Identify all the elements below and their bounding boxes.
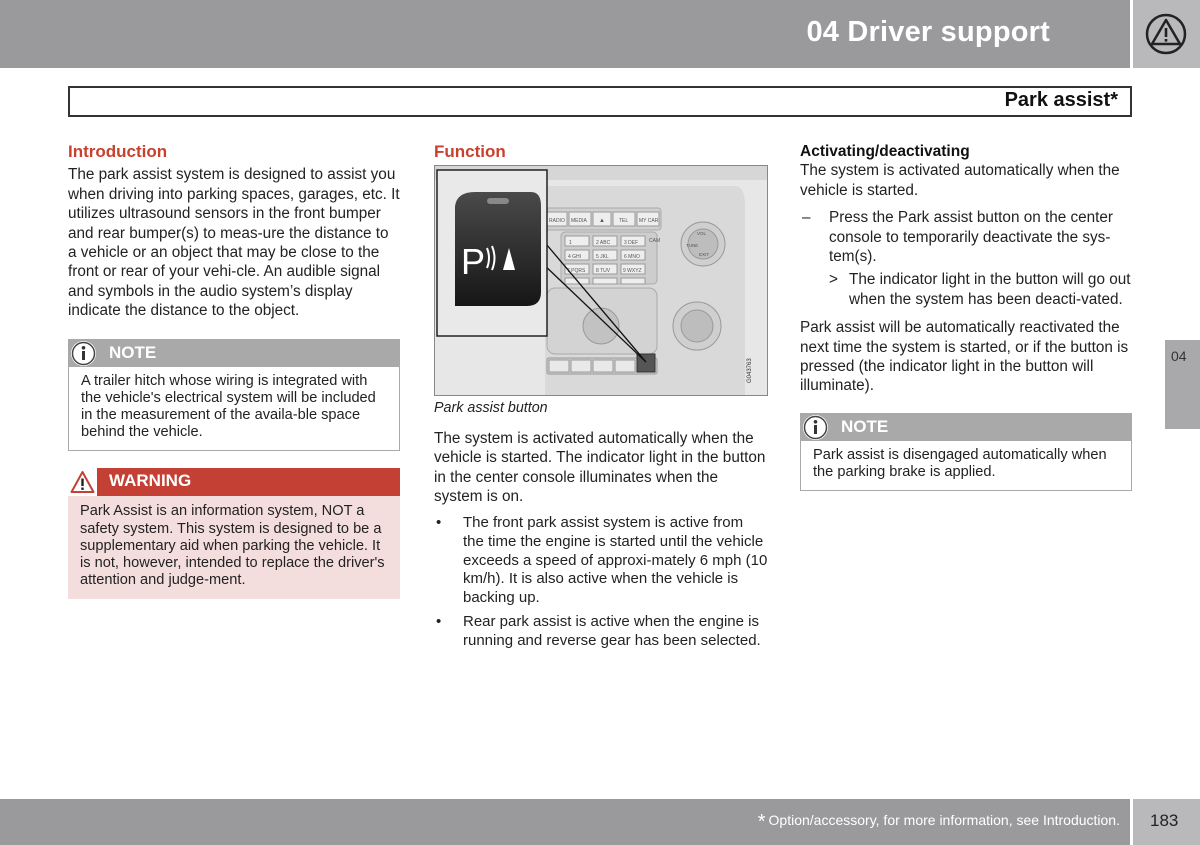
chapter-title: 04 Driver support <box>806 16 1050 48</box>
key-9: 9 WXYZ <box>623 268 642 275</box>
list-item <box>434 514 768 607</box>
note-box-parking-brake <box>800 413 1132 491</box>
footer-note <box>758 811 1120 834</box>
warning-triangle-icon <box>68 468 97 496</box>
park-assist-button-closeup <box>437 170 547 336</box>
radio-key-label: RADIO <box>549 218 565 225</box>
console-keypad <box>561 232 657 284</box>
key-4: 4 GHI <box>568 254 582 261</box>
cam-label: CAM <box>649 238 661 245</box>
footer-text: Option/accessory, for more information, see Introduction. <box>768 812 1120 828</box>
result-arrow-symbol: > <box>829 271 838 289</box>
vol-label: VOL <box>697 231 707 237</box>
column-function <box>434 142 768 657</box>
media-key-label: MEDIA <box>571 218 587 225</box>
function-paragraph: The system is activated automatically when the vehicle is started. The indicator light in the button in the center console illuminates when the system is on. <box>434 429 766 506</box>
result-text: The indicator light in the button will go out when the system has been deacti-vated. <box>849 271 1131 308</box>
column-introduction <box>68 142 400 599</box>
header-icon-box <box>1133 0 1200 68</box>
exit-label: EXIT <box>699 252 710 258</box>
note-label: NOTE <box>109 342 157 362</box>
mycar-key-label: MY CAR <box>639 218 659 225</box>
list-item <box>800 270 1132 309</box>
page-number: 183 <box>1150 811 1179 830</box>
key-2: 2 ABC <box>596 240 611 247</box>
list-item <box>434 613 768 650</box>
warning-header <box>68 468 400 496</box>
warning-triangle-icon <box>1145 13 1187 55</box>
key-7: 7 PQRS <box>567 268 586 275</box>
warning-text: Park Assist is an information system, NOT a safety system. This system is designed to be a supplementary aid when parking the vehicle. It is not, however, intended to replace the driver's attention and judge-ment. <box>80 503 385 589</box>
bullet-symbol: • <box>436 514 442 532</box>
footer-star: * <box>757 811 766 833</box>
column-activating <box>800 142 1132 491</box>
note-text: Park assist is disengaged automatically when the parking brake is applied. <box>813 446 1107 481</box>
info-icon <box>71 341 96 366</box>
tel-key-label: TEL <box>619 218 629 225</box>
activating-paragraph-2: Park assist will be automatically reactivated the next time the system is started, or if the button is pressed (the indicator light in the button will illuminate). <box>800 319 1129 395</box>
list-item <box>800 208 1132 266</box>
note-header <box>801 414 1131 441</box>
note-box-trailer <box>68 339 400 452</box>
key-6: 6 MNO <box>624 254 640 261</box>
climate-control-panel <box>547 288 657 374</box>
heading-introduction: Introduction <box>68 142 168 161</box>
key-3: 3 DEF <box>624 240 639 247</box>
note-text: A trailer hitch whose wiring is integrated with the vehicle's electrical system will be included in the measurement of the availa-ble space behind the vehicle. <box>81 372 376 441</box>
center-console-illustration <box>435 166 767 395</box>
activating-paragraph-1: The system is activated automatically when the vehicle is started. <box>800 162 1120 199</box>
bullet-symbol: • <box>436 613 442 631</box>
park-assist-button-label: P <box>461 241 486 283</box>
key-1: 1 <box>569 240 572 247</box>
footer-bar <box>0 799 1130 845</box>
key-8: 8 TUV <box>596 268 611 275</box>
heading-activating: Activating/deactivating <box>800 143 970 160</box>
bullet-text-rear: Rear park assist is active when the engine is running and reverse gear has been selected. <box>463 613 761 649</box>
console-small-buttons <box>547 212 659 226</box>
side-tab-label: 04 <box>1171 348 1187 364</box>
intro-paragraph: The park assist system is designed to assist you when driving into parking spaces, garages, etc. It utilizes ultrasound sensors in the front bumper and rear bumper(s) to meas-ure the distance to a vehicle or an object that may be close to the front or rear of your vehi-cle. An audible signal and symbols in the audio system’s display indicate the distance to the object. <box>68 166 400 320</box>
key-5: 5 JKL <box>596 254 609 261</box>
chapter-side-tab[interactable] <box>1165 340 1200 429</box>
info-icon <box>803 415 828 440</box>
function-bullets <box>434 514 768 650</box>
dash-symbol: – <box>802 209 811 227</box>
section-title-box <box>68 86 1132 117</box>
figure-code: G043763 <box>747 358 753 384</box>
warning-label: WARNING <box>109 471 192 491</box>
up-key-label: ▲ <box>599 218 605 225</box>
figure-caption: Park assist button <box>434 400 548 417</box>
note-label: NOTE <box>841 416 889 436</box>
warning-box <box>68 468 400 599</box>
note-header <box>69 340 399 367</box>
page-number-box <box>1133 799 1200 845</box>
section-title: Park assist* <box>1004 89 1118 111</box>
park-assist-button-figure <box>434 165 768 396</box>
heading-function: Function <box>434 142 506 161</box>
tune-label: TUNE <box>686 243 699 249</box>
header-bar <box>0 0 1130 68</box>
dash-item-text: Press the Park assist button on the center console to temporarily deactivate the sys-tem(s). <box>829 209 1113 266</box>
bullet-text-front: The front park assist system is active from the time the engine is started until the vehicle exceeds a speed of approxi-mately 6 mph (10 km/h). It is also active when the vehicle is backing up. <box>463 514 768 606</box>
